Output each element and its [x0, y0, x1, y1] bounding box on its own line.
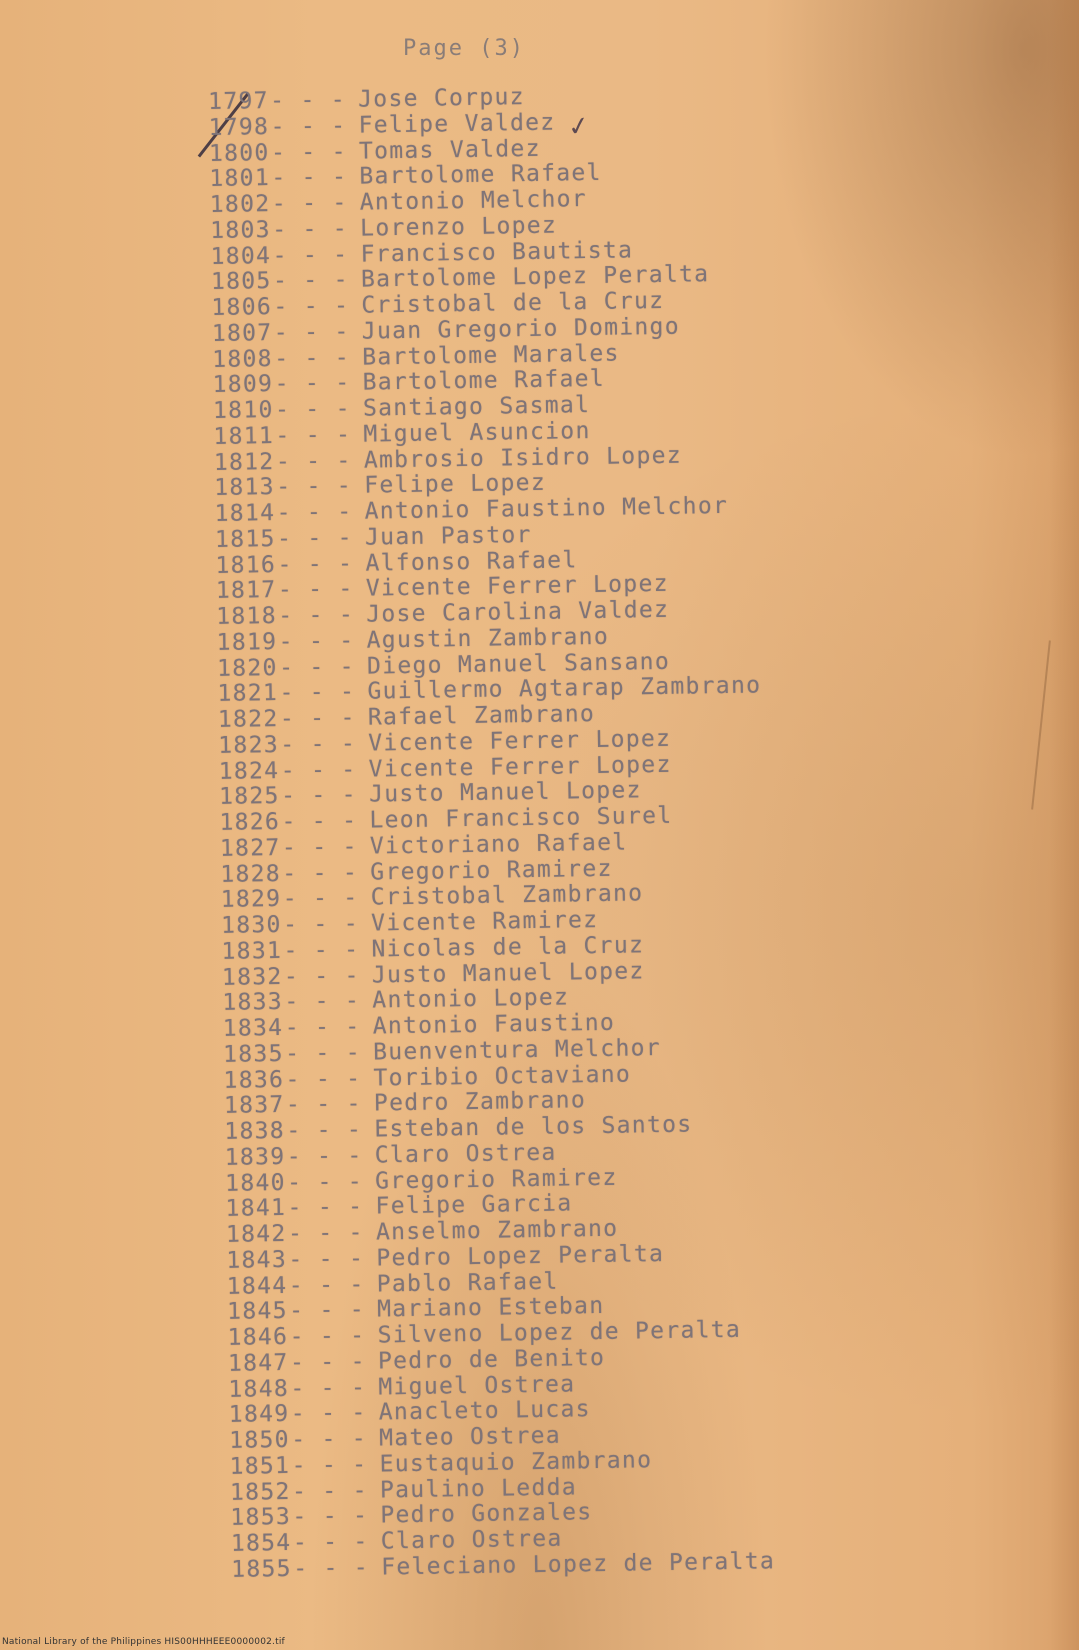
entry-year: 1839: [224, 1143, 286, 1171]
entry-name: Claro Ostrea: [374, 1139, 557, 1169]
entry-separator: - - -: [286, 1168, 364, 1196]
entry-year: 1831: [221, 937, 283, 965]
entry-year: 1843: [226, 1246, 288, 1274]
entry-name: Paulino Ledda: [379, 1473, 578, 1503]
entry-name: Anselmo Zambrano: [375, 1215, 619, 1246]
entry-year: 1826: [219, 808, 281, 836]
entry-separator: - - -: [291, 1477, 368, 1505]
entry-year: 1850: [229, 1426, 291, 1454]
entry-year: 1830: [220, 911, 282, 939]
footer-stamp: National Library of the Philippines HIS00HHHEEE0000002.tif: [2, 1637, 285, 1647]
entry-name: Toribio Octaviano: [373, 1060, 632, 1092]
entry-year: 1813: [214, 474, 276, 502]
entry-name: Gregorio Ramirez: [374, 1164, 618, 1195]
entry-separator: - - -: [270, 138, 347, 166]
entry-year: 1855: [231, 1555, 293, 1583]
entry-name: Bartolome Lopez Peralta: [360, 261, 710, 293]
entry-name: Mateo Ostrea: [378, 1422, 562, 1452]
entry-year: 1820: [216, 654, 278, 682]
entry-separator: - - -: [273, 318, 350, 346]
entry-year: 1815: [214, 525, 276, 553]
entry-separator: - - -: [282, 884, 359, 913]
entry-name: Pedro Zambrano: [373, 1087, 587, 1117]
entry-name: Antonio Lopez: [372, 984, 570, 1014]
entry-name: Vicente Ferrer Lopez: [368, 725, 672, 757]
entry-separator: - - -: [286, 1142, 363, 1170]
entry-name: Antonio Melchor: [359, 186, 588, 216]
entry-name: Tomas Valdez: [358, 135, 541, 165]
entry-separator: - - -: [284, 1013, 361, 1041]
entry-year: 1812: [213, 448, 275, 476]
entry-separator: - - -: [277, 576, 354, 604]
entry-name: Vicente Ferrer Lopez: [368, 751, 672, 783]
entry-name: Pedro de Benito: [377, 1344, 606, 1375]
entry-year: 1836: [223, 1066, 285, 1094]
entry-year: 1829: [220, 886, 282, 914]
entry-separator: - - -: [275, 421, 352, 449]
entry-separator: - - -: [290, 1399, 367, 1428]
entry-name: Bartolome Marales: [362, 340, 620, 371]
entry-year: 1810: [212, 397, 274, 424]
entry-year: 1847: [227, 1349, 289, 1377]
entry-separator: - - -: [270, 112, 347, 140]
entry-name: Guillermo Agtarap Zambrano: [367, 672, 762, 705]
entry-year: 1822: [217, 705, 279, 733]
entry-year: 1851: [229, 1452, 291, 1480]
entry-year: 1806: [211, 294, 273, 321]
entry-separator: - - -: [287, 1193, 364, 1222]
entry-separator: - - -: [291, 1451, 368, 1479]
entry-year: 1805: [210, 268, 272, 296]
entry-name: Jose Carolina Valdez: [366, 596, 670, 628]
entry-name: Pablo Rafael: [376, 1268, 559, 1297]
entry-separator: - - -: [282, 910, 360, 938]
entry-separator: - - -: [284, 1039, 362, 1067]
entry-name: Cristobal de la Cruz: [361, 287, 665, 319]
entry-separator: - - -: [289, 1348, 366, 1376]
entry-year: 1816: [215, 551, 277, 579]
entry-year: 1845: [226, 1298, 288, 1326]
entry-name: Victoriano Rafael: [369, 829, 628, 860]
entry-separator: - - -: [288, 1245, 365, 1273]
entry-separator: - - -: [269, 86, 347, 115]
entry-separator: - - -: [271, 189, 348, 218]
entry-name: Esteban de los Santos: [374, 1111, 693, 1143]
entry-name: Pedro Gonzales: [380, 1499, 593, 1529]
entry-name: Juan Gregorio Domingo: [361, 313, 681, 345]
entry-name: Anacleto Lucas: [378, 1396, 592, 1426]
entry-separator: - - -: [290, 1374, 367, 1402]
entry-name: Leon Francisco Surel: [369, 802, 673, 834]
entry-year: 1803: [210, 216, 272, 244]
entry-separator: - - -: [285, 1090, 362, 1119]
entry-name: Claro Ostrea: [380, 1525, 563, 1555]
entry-year: 1818: [216, 602, 278, 630]
entry-year: 1844: [226, 1272, 288, 1300]
entry-name: Feleciano Lopez de Peralta: [381, 1548, 776, 1581]
entry-separator: - - -: [277, 550, 354, 578]
entry-year: 1832: [221, 963, 283, 991]
entry-separator: - - -: [283, 962, 360, 990]
entry-name: Jose Corpuz: [357, 84, 525, 113]
entry-name: Ambrosio Isidro Lopez: [363, 442, 683, 474]
entry-separator: - - -: [272, 267, 349, 295]
entry-separator: - - -: [281, 807, 358, 835]
page-title: Page (3): [403, 36, 525, 61]
entry-separator: - - -: [292, 1528, 369, 1556]
entry-name: Silveno Lopez de Peralta: [377, 1316, 742, 1349]
entry-name: Antonio Faustino Melchor: [364, 492, 729, 525]
entry-name: Agustin Zambrano: [366, 623, 610, 654]
entry-separator: - - -: [281, 833, 358, 861]
entry-year: 1808: [212, 345, 274, 373]
entry-name: Felipe Lopez: [364, 469, 547, 499]
entry-separator: - - -: [283, 936, 360, 964]
entry-name: Santiago Sasmal: [362, 392, 591, 422]
entry-separator: - - -: [276, 473, 353, 501]
entry-name: Felipe Garcia: [375, 1190, 573, 1220]
entry-name: Alfonso Rafael: [365, 546, 578, 577]
entry-separator: - - -: [279, 704, 356, 732]
entry-separator: - - -: [284, 987, 361, 1016]
entry-year: 1821: [217, 680, 279, 708]
entry-separator: - - -: [272, 241, 349, 269]
entry-separator: - - -: [274, 344, 351, 372]
entry-separator: - - -: [279, 679, 356, 707]
entry-separator: - - -: [289, 1322, 366, 1350]
entry-name: Miguel Asuncion: [363, 417, 591, 448]
entry-year: 1852: [229, 1478, 291, 1506]
entry-year: 1811: [213, 422, 275, 450]
entry-year: 1837: [223, 1092, 285, 1120]
entry-year: 1840: [224, 1169, 286, 1197]
entry-name: Juan Pastor: [364, 521, 532, 551]
entry-separator: - - -: [293, 1554, 370, 1582]
entry-name: Bartolome Rafael: [359, 160, 602, 190]
entry-year: 1819: [216, 628, 278, 656]
entry-year: 1798: [208, 113, 270, 141]
entry-year: 1846: [227, 1323, 289, 1351]
entry-name: Justo Manuel Lopez: [368, 777, 642, 808]
entry-year: 1833: [222, 989, 284, 1017]
entry-year: 1804: [210, 242, 272, 270]
entry-list: [208, 77, 1051, 1583]
entry-name: Nicolas de la Cruz: [371, 932, 645, 963]
entry-separator: - - -: [278, 601, 355, 629]
paper-edge-shadow: [1049, 0, 1079, 1650]
entry-year: 1824: [218, 757, 280, 785]
entry-year: 1841: [225, 1195, 287, 1223]
entry-separator: - - -: [276, 498, 353, 526]
entry-name: Rafael Zambrano: [367, 700, 596, 731]
entry-year: 1823: [218, 731, 280, 759]
entry-year: 1834: [222, 1014, 284, 1042]
entry-separator: - - -: [288, 1296, 366, 1325]
entry-separator: - - -: [285, 1065, 362, 1093]
entry-separator: - - -: [287, 1219, 364, 1247]
entry-separator: - - -: [291, 1425, 368, 1453]
entry-name: Justo Manuel Lopez: [371, 957, 645, 989]
entry-year: 1800: [208, 139, 270, 167]
entry-year: 1828: [220, 860, 282, 888]
entry-separator: - - -: [280, 782, 358, 810]
entry-separator: - - -: [286, 1116, 363, 1144]
entry-name: Buenventura Melchor: [372, 1034, 662, 1066]
entry-name: Cristobal Zambrano: [370, 880, 644, 911]
entry-separator: - - -: [275, 447, 352, 475]
entry-name: Felipe Valdez: [358, 109, 556, 139]
entry-name: Francisco Bautista: [360, 236, 634, 268]
entry-separator: - - -: [292, 1502, 369, 1531]
entry-separator: - - -: [288, 1271, 365, 1299]
entry-year: 1807: [211, 319, 273, 347]
entry-year: 1825: [218, 783, 280, 811]
entry-separator: - - -: [274, 370, 351, 398]
entry-year: 1854: [230, 1529, 292, 1557]
entry-year: 1835: [222, 1040, 284, 1068]
entry-separator: - - -: [271, 215, 349, 243]
entry-name: Eustaquio Zambrano: [379, 1446, 653, 1478]
entry-name: Diego Manuel Sansano: [366, 648, 671, 680]
entry-year: 1853: [230, 1504, 292, 1532]
entry-year: 1802: [209, 191, 271, 218]
entry-separator: - - -: [274, 395, 351, 423]
entry-year: 1849: [228, 1401, 290, 1429]
entry-separator: - - -: [280, 730, 357, 758]
check-mark-icon: ✓: [565, 110, 593, 144]
entry-name: Pedro Lopez Peralta: [376, 1240, 665, 1272]
entry-separator: - - -: [280, 756, 357, 784]
entry-separator: - - -: [278, 653, 356, 681]
entry-year: 1809: [212, 371, 274, 399]
entry-name: Gregorio Ramirez: [370, 855, 613, 886]
entry-separator: - - -: [276, 524, 354, 552]
entry-name: Vicente Ramirez: [370, 906, 599, 937]
entry-year: 1842: [225, 1220, 287, 1248]
entry-year: 1827: [219, 834, 281, 862]
entry-year: 1838: [224, 1117, 286, 1145]
entry-name: Vicente Ferrer Lopez: [365, 571, 669, 602]
entry-year: 1814: [214, 499, 276, 527]
entry-separator: - - -: [273, 292, 350, 320]
entry-year: 1797: [207, 88, 269, 115]
entry-name: Miguel Ostrea: [378, 1370, 576, 1400]
entry-name: Bartolome Rafael: [362, 366, 606, 396]
entry-separator: - - -: [278, 627, 355, 655]
entry-year: 1817: [215, 577, 277, 605]
entry-name: Antonio Faustino: [372, 1009, 616, 1040]
entry-year: 1848: [228, 1375, 290, 1403]
entry-year: 1801: [209, 165, 271, 193]
entry-name: Mariano Esteban: [376, 1293, 605, 1323]
entry-separator: - - -: [282, 859, 359, 887]
entry-separator: - - -: [271, 164, 348, 192]
entry-name: Lorenzo Lopez: [359, 212, 558, 242]
